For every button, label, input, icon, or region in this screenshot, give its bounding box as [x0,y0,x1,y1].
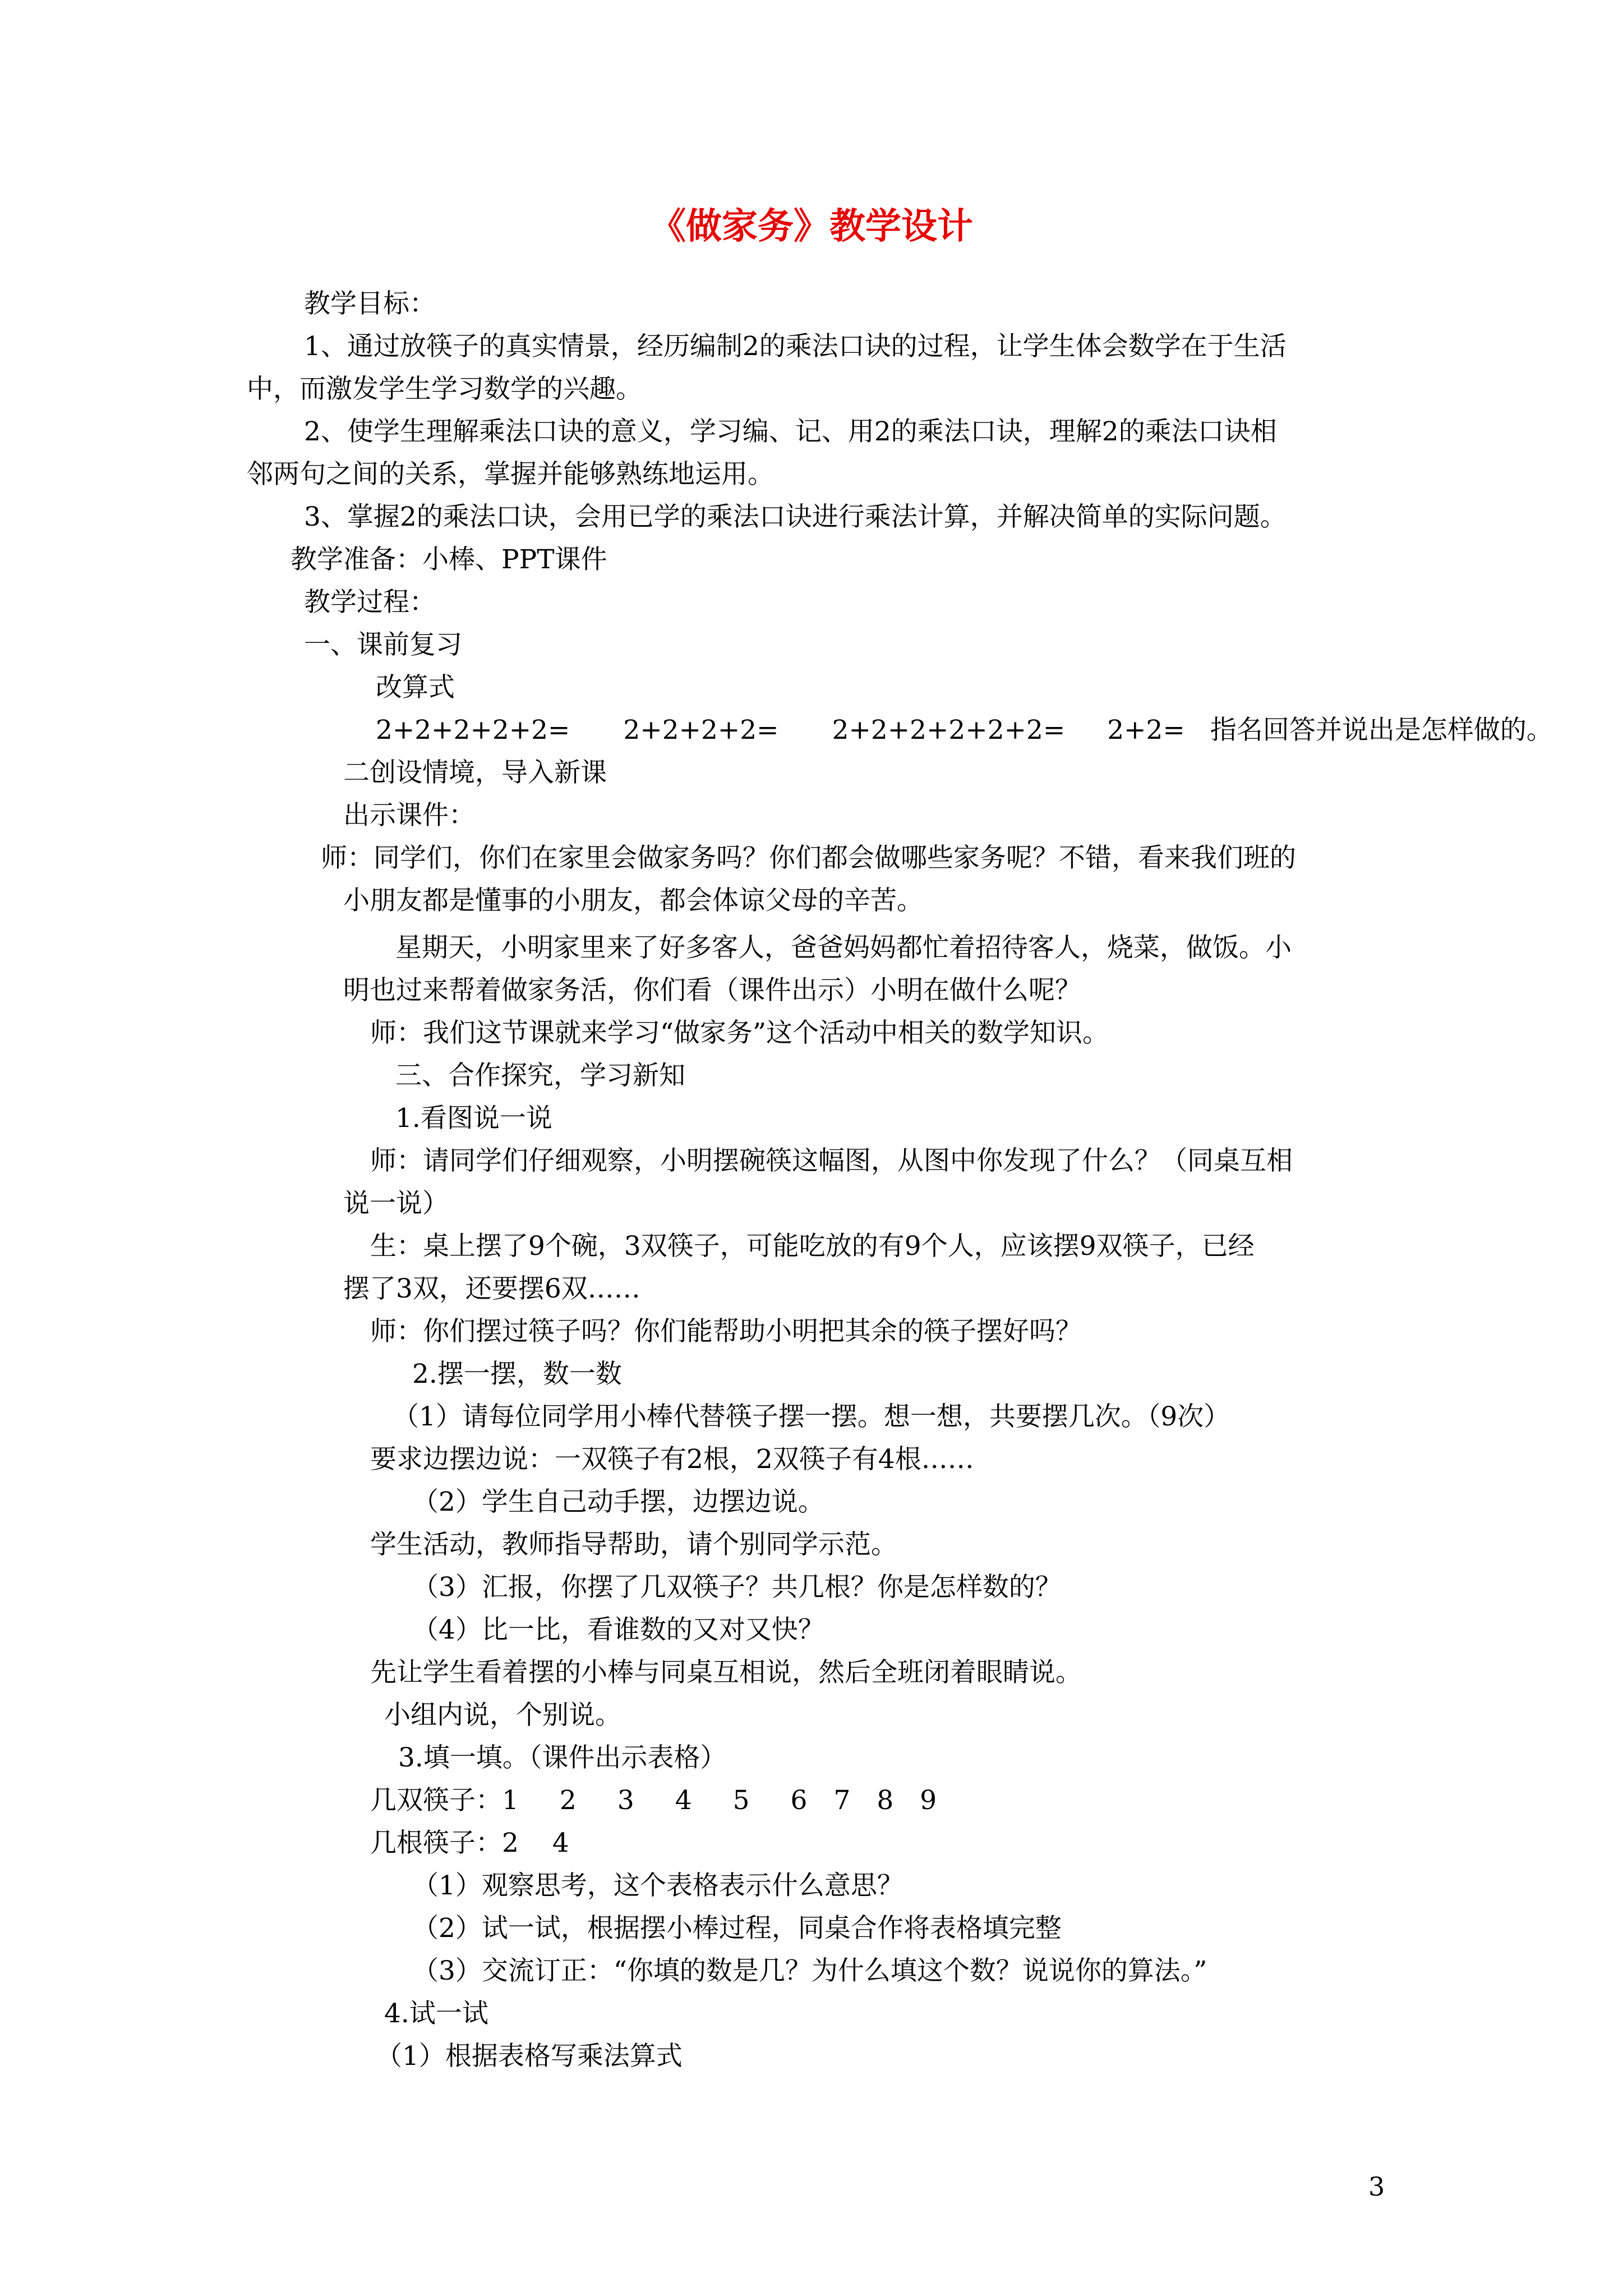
objective-2-line-2: 邻两句之间的关系，掌握并能够熟练地运用。 [247,459,774,490]
objective-3: 3、掌握2的乘法口诀，会用已学的乘法口诀进行乘法计算，并解决简单的实际问题。 [304,501,1287,532]
sub-3-heading: 3.填一填。（课件出示表格） [398,1742,727,1773]
teacher-question-2: 师：你们摆过筷子吗？你们能帮助小明把其余的筷子摆好吗？ [370,1316,1082,1347]
student-answer-1b: 摆了3双，还要摆6双…… [343,1273,640,1304]
step-1-heading: 一、课前复习 [304,629,462,660]
pairs-value: 3 [617,1785,634,1816]
exercise-row [376,714,1553,747]
activity-3: （3）汇报，你摆了几双筷子？共几根？你是怎样数的？ [412,1572,1062,1603]
teacher-intro: 师：我们这节课就来学习“做家务”这个活动中相关的数学知识。 [370,1018,1109,1048]
activity-requirement: 要求边摆边说：一双筷子有2根，2双筷子有4根…… [370,1444,974,1475]
page-number: 3 [1368,2171,1385,2202]
step-3-heading: 三、合作探究，学习新知 [395,1060,685,1091]
fill-task-1: （1）观察思考，这个表格表示什么意思？ [412,1870,903,1901]
try-task-1: （1）根据表格写乘法算式 [376,2041,683,2072]
objective-1-line-2: 中，而激发学生学习数学的兴趣。 [247,374,642,404]
pairs-value: 1 [502,1785,519,1816]
step-2-heading: 二创设情境，导入新课 [343,757,607,788]
exercise-1: 2+2+2+2+2= [376,715,570,746]
sub-2-heading: 2.摆一摆，数一数 [412,1359,622,1389]
teacher-line-1: 师：同学们，你们在家里会做家务吗？你们都会做哪些家务呢？不错，看来我们班的 [321,843,1296,873]
sticks-row [370,1826,569,1860]
teacher-question-1: 师：请同学们仔细观察，小明摆碗筷这幅图，从图中你发现了什么？（同桌互相 [370,1145,1293,1176]
teacher-question-1b: 说一说） [343,1188,449,1219]
pairs-value: 6 [790,1785,808,1816]
pairs-value: 8 [877,1785,894,1816]
objective-1-line-1: 1、通过放筷子的真实情景，经历编制2的乘法口诀的过程，让学生体会数学在于生活 [304,331,1287,362]
section-heading-objectives: 教学目标： [304,288,436,319]
exercise-3: 2+2+2+2+2+2= [832,715,1066,746]
exercise-2: 2+2+2+2= [623,715,779,746]
pairs-value: 9 [920,1785,937,1816]
sticks-value: 4 [552,1828,569,1858]
activity-2: （2）学生自己动手摆，边摆边说。 [412,1487,824,1517]
story-line-1: 星期天，小明家里来了好多客人，爸爸妈妈都忙着招待客人，烧菜，做饭。小 [395,932,1292,963]
story-line-2: 明也过来帮着做家务活，你们看（课件出示）小明在做什么呢？ [343,975,1081,1006]
student-answer-1: 生：桌上摆了9个碗，3双筷子，可能吃放的有9个人，应该摆9双筷子，已经 [370,1231,1255,1262]
group-talk-line: 小组内说，个别说。 [384,1700,621,1731]
exercise-4: 2+2= [1107,715,1185,746]
fill-task-3: （3）交流订正：“你填的数是几？为什么填这个数？说说你的算法。” [412,1955,1207,1986]
pairs-value: 2 [559,1785,577,1816]
pairs-row [370,1784,937,1818]
teacher-line-2: 小朋友都是懂事的小朋友，都会体谅父母的辛苦。 [343,885,923,916]
objective-2-line-1: 2、使学生理解乘法口诀的意义，学习编、记、用2的乘法口诀，理解2的乘法口诀相 [304,416,1277,447]
pairs-value: 7 [833,1785,851,1816]
pair-talk-line: 先让学生看着摆的小棒与同桌互相说，然后全班闭着眼睛说。 [370,1657,1082,1688]
activity-1: （1）请每位同学用小棒代替筷子摆一摆。想一想，共要摆几次。（9次） [393,1401,1230,1432]
fill-task-2: （2）试一试，根据摆小棒过程，同桌合作将表格填完整 [412,1913,1062,1944]
sub-4-heading: 4.试一试 [384,1998,488,2029]
sticks-label: 几根筷子： [370,1828,502,1858]
pairs-value: 5 [732,1785,750,1816]
pairs-label: 几双筷子： [370,1785,502,1816]
rewrite-heading: 改算式 [376,672,455,703]
exercise-note: 指名回答并说出是怎样做的。 [1210,715,1553,746]
activity-4: （4）比一比，看谁数的又对又快？ [412,1614,824,1645]
preparation-line: 教学准备：小棒、PPT课件 [291,544,607,575]
section-heading-process: 教学过程： [304,587,436,618]
student-activity: 学生活动，教师指导帮助，请个别同学示范。 [370,1529,897,1560]
sub-1-heading: 1.看图说一说 [395,1103,552,1134]
show-courseware: 出示课件： [343,800,475,831]
document-title: 《做家务》教学设计 [650,205,973,247]
pairs-value: 4 [675,1785,692,1816]
sticks-value: 2 [502,1828,519,1858]
